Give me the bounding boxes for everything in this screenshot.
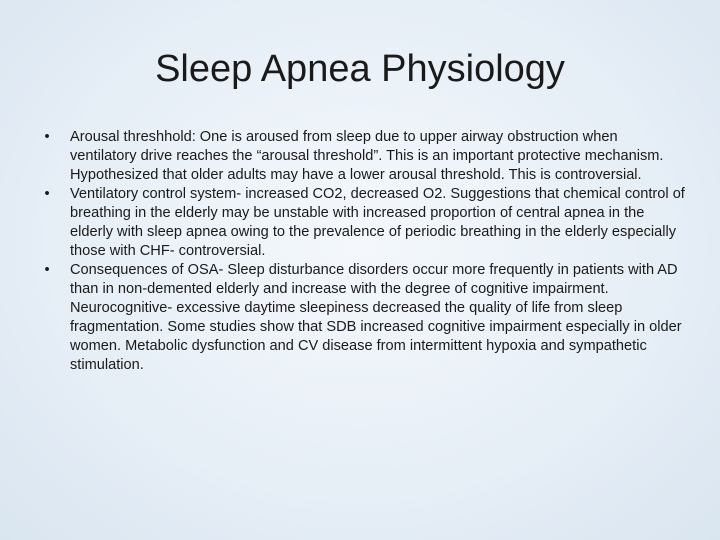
bullet-list <box>40 128 688 375</box>
bullet-dot-icon: • <box>44 186 50 202</box>
bullet-dot-icon: • <box>44 129 50 145</box>
bullet-text: Arousal threshhold: One is aroused from sleep due to upper airway obstruction when ventilatory drive reaches the “arousal threshold”. This is an important protective mechanism. Hypothesized that older adults may have a lower arousal threshold. This is controversial. <box>70 129 664 183</box>
bullet-item <box>40 261 688 375</box>
bullet-dot-icon: • <box>44 262 50 278</box>
bullet-item <box>40 128 688 185</box>
bullet-text: Ventilatory control system- increased CO2, decreased O2. Suggestions that chemical control of breathing in the elderly may be unstable with increased proportion of central apnea in the elderly with sleep apnea owing to the prevalence of periodic breathing in the elderly especially those with CHF- controversial. <box>70 186 685 259</box>
bullet-text: Consequences of OSA- Sleep disturbance disorders occur more frequently in patients with AD than in non-demented elderly and increase with the degree of cognitive impairment. Neurocognitive- excessive daytime sleepiness decreased the quality of life from sleep fragmentation. Some studies show that SDB increased cognitive impairment especially in older women. Metabolic dysfunction and CV disease from intermittent hypoxia and sympathetic stimulation. <box>70 262 682 373</box>
bullet-item <box>40 185 688 261</box>
slide-title: Sleep Apnea Physiology <box>155 48 565 90</box>
